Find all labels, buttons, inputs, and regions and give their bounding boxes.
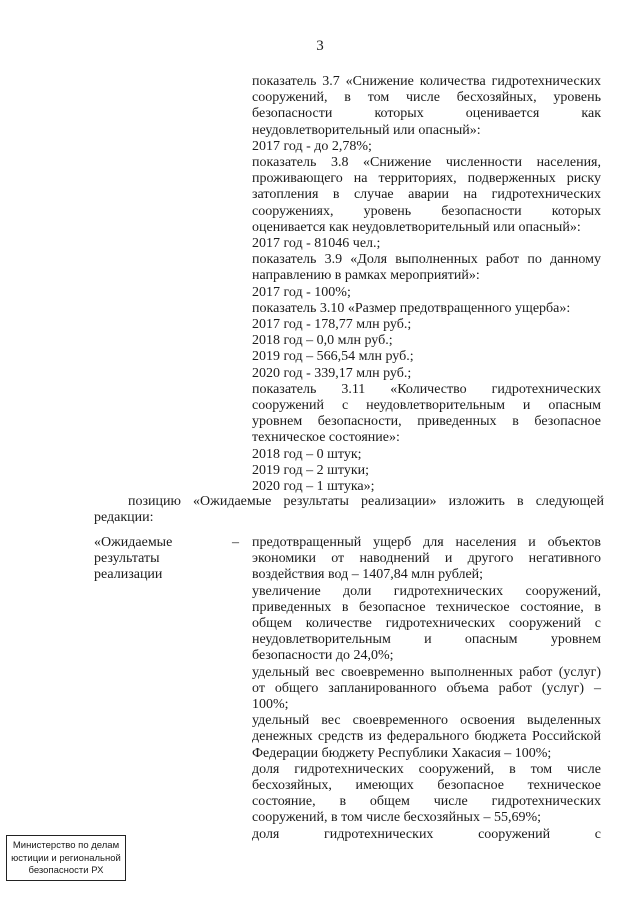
result-line: сооружений, в том числе бесхозяйных – 55,69%; [252,810,542,826]
result-line: состояние, в общем числе гидротехнических [252,794,601,810]
result-line: предотвращенный ущерб для населения и объектов [252,535,601,550]
indicator-line: 2018 год – 0,0 млн руб.; [252,333,393,349]
indicator-line: оценивается как неудовлетворительный или опасный»: [252,219,581,235]
indicator-line: уровнем безопасности, приведенных в безопасное [252,414,601,430]
indicator-line: 2018 год – 0 штук; [252,446,362,462]
result-line: Федерации бюджету Республики Хакасия – 100%; [252,745,552,761]
separator-dash: – [232,535,239,550]
result-line: экономики от наводнений и другого негативного [252,551,601,567]
result-line: неудовлетворительным и опасным уровнем [252,632,601,648]
indicator-line: направлению в рамках мероприятий»: [252,268,480,284]
indicator-line: показатель 3.10 «Размер предотвращенного ущерба»: [252,300,571,316]
indicators-block [252,74,601,495]
position-label [94,535,214,584]
expected-results-block [252,535,601,843]
indicator-line: показатель 3.11 «Количество гидротехнических [252,381,601,397]
position-label-line: реализации [94,567,163,583]
indicator-line: показатель 3.9 «Доля выполненных работ по данному [252,252,601,268]
intro-line: редакции: [94,510,154,526]
indicator-line: сооружениях, уровень безопасности которых [252,203,601,219]
result-line: увеличение доли гидротехнических сооружений, [252,583,601,599]
result-line: денежных средств из федерального бюджета Российской [252,729,601,745]
result-line: воздействия вод – 1407,84 млн рублей; [252,567,484,583]
indicator-line: затопления в случае аварии на гидротехнических [252,187,601,203]
result-line: удельный вес своевременно выполненных работ (услуг) [252,664,601,680]
result-line: общем количестве гидротехнических сооружений с [252,616,601,632]
result-line: удельный вес своевременного освоения выделенных [252,713,601,729]
result-line: доля гидротехнических сооружений с [252,826,601,842]
ministry-stamp [6,835,126,881]
result-line: безопасности до 24,0%; [252,648,394,664]
result-line: от общего запланированного объема работ (услуг) – [252,680,601,696]
indicator-line: безопасности которых оценивается как [252,106,601,122]
indicator-line: 2020 год - 339,17 млн руб.; [252,365,412,381]
indicator-line: проживающего на территориях, подверженных риску [252,171,601,187]
indicator-line: 2017 год - 100%; [252,284,351,300]
stamp-line: юстиции и региональной [11,852,121,864]
indicator-line: 2020 год – 1 штука»; [252,479,375,495]
indicator-line: сооружений, в том числе бесхозяйных, уровень [252,90,601,106]
indicator-line: показатель 3.7 «Снижение количества гидротехнических [252,74,601,89]
result-line: доля гидротехнических сооружений, в том числе [252,761,601,777]
indicator-line: неудовлетворительный или опасный»: [252,122,481,138]
page-number: 3 [316,38,324,54]
stamp-line: безопасности РХ [28,865,104,876]
position-label-line: «Ожидаемые [94,535,173,550]
indicator-line: 2017 год - 178,77 млн руб.; [252,317,412,333]
intro-paragraph [94,494,604,526]
indicator-line: 2017 год - до 2,78%; [252,138,372,154]
result-line: 100%; [252,697,289,713]
result-line: приведенных в безопасное техническое состояние, в [252,599,601,615]
indicator-line: сооружений с неудовлетворительным и опасным [252,398,601,414]
position-label-line: результаты [94,551,160,567]
indicator-line: показатель 3.8 «Снижение численности населения, [252,155,601,171]
intro-line: позицию «Ожидаемые результаты реализации» изложить в следующей [128,494,604,509]
indicator-line: 2017 год - 81046 чел.; [252,236,381,252]
indicator-line: техническое состояние»: [252,430,400,446]
result-line: бесхозяйных, имеющих безопасное техническое [252,778,601,794]
indicator-line: 2019 год – 566,54 млн руб.; [252,349,414,365]
stamp-line: Министерство по делам [12,840,120,851]
indicator-line: 2019 год – 2 штуки; [252,462,370,478]
